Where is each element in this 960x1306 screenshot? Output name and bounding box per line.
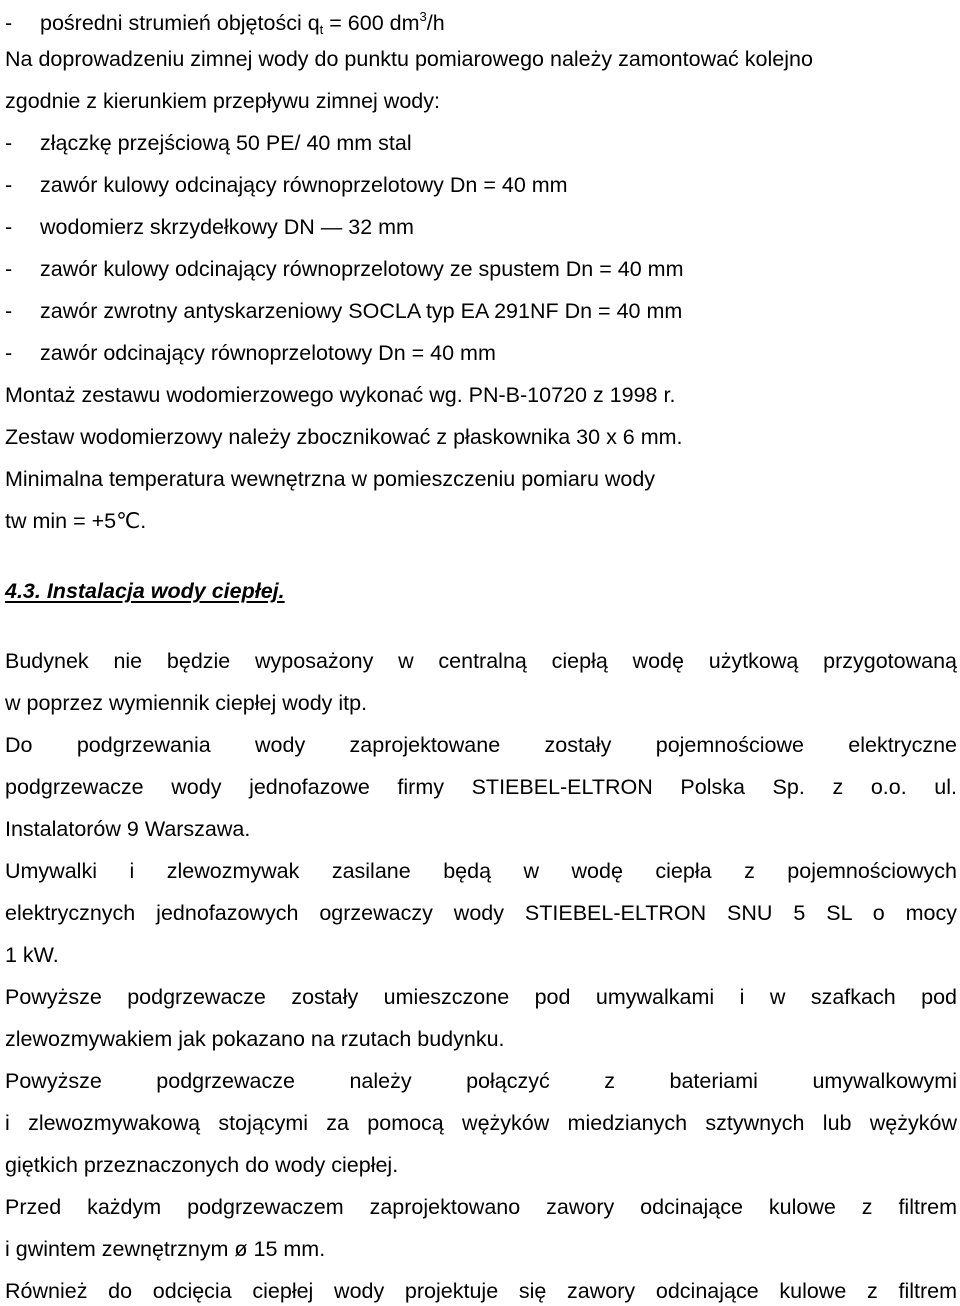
body-line: elektrycznych jednofazowych ogrzewaczy wody STIEBEL-ELTRON SNU 5 SL o mocy	[5, 901, 957, 925]
list-item-text: wodomierz skrzydełkowy DN — 32 mm	[40, 215, 414, 239]
flow-rate-line	[5, 2, 957, 45]
body-line: Budynek nie będzie wyposażony w centralną ciepłą wodę użytkową przygotowaną	[5, 649, 957, 673]
list-dash: -	[5, 131, 13, 155]
list-dash: -	[5, 257, 13, 281]
list-item	[5, 212, 957, 242]
list-dash: -	[5, 299, 13, 323]
list-item-text: zawór kulowy odcinający równoprzelotowy Dn = 40 mm	[40, 173, 568, 197]
body-line: Powyższe podgrzewacze należy połączyć z bateriami umywalkowymi	[5, 1069, 957, 1093]
flow-rate-superscript: 3	[419, 9, 427, 24]
note-line: Minimalna temperatura wewnętrzna w pomieszczeniu pomiaru wody	[5, 467, 656, 491]
body-line: Instalatorów 9 Warszawa.	[5, 817, 251, 841]
flow-rate-unit-suffix: /h	[426, 11, 445, 35]
body-line: i gwintem zewnętrznym ø 15 mm.	[5, 1237, 326, 1261]
body-line: Przed każdym podgrzewaczem zaprojektowano zawory odcinające kulowe z filtrem	[5, 1195, 957, 1219]
intro-line: zgodnie z kierunkiem przepływu zimnej wody:	[5, 89, 440, 113]
list-item	[5, 128, 957, 158]
flow-rate-text: pośredni strumień objętości q	[40, 11, 320, 35]
note-line: Zestaw wodomierzowy należy zbocznikować z płaskownika 30 x 6 mm.	[5, 425, 683, 449]
intro-line: Na doprowadzeniu zimnej wody do punktu pomiarowego należy zamontować kolejno	[5, 47, 813, 71]
section-heading: 4.3. Instalacja wody ciepłej.	[5, 579, 285, 603]
list-dash: -	[5, 341, 13, 365]
list-dash: -	[5, 173, 13, 197]
list-item	[5, 338, 957, 368]
body-line: Do podgrzewania wody zaprojektowane zostały pojemnościowe elektryczne	[5, 733, 957, 757]
list-item	[5, 170, 957, 200]
body-line: Umywalki i zlewozmywak zasilane będą w wodę ciepła z pojemnościowych	[5, 859, 957, 883]
body-line: zlewozmywakiem jak pokazano na rzutach budynku.	[5, 1027, 505, 1051]
body-line: giętkich przeznaczonych do wody ciepłej.	[5, 1153, 399, 1177]
list-item-text: zawór zwrotny antyskarzeniowy SOCLA typ EA 291NF Dn = 40 mm	[40, 299, 683, 323]
list-dash: -	[5, 215, 13, 239]
body-line: 1 kW.	[5, 943, 59, 967]
list-item	[5, 254, 957, 284]
note-line: Montaż zestawu wodomierzowego wykonać wg. PN-B-10720 z 1998 r.	[5, 383, 676, 407]
list-item-text: zawór odcinający równoprzelotowy Dn = 40 mm	[40, 341, 496, 365]
body-line: Również do odcięcia ciepłej wody projektuje się zawory odcinające kulowe z filtrem	[5, 1279, 957, 1303]
body-line: Powyższe podgrzewacze zostały umieszczone pod umywalkami i w szafkach pod	[5, 985, 957, 1009]
list-item-text: zawór kulowy odcinający równoprzelotowy ze spustem Dn = 40 mm	[40, 257, 684, 281]
body-line: w poprzez wymiennik ciepłej wody itp.	[5, 691, 368, 715]
flow-rate-value: = 600 dm	[323, 11, 420, 35]
note-line: tw min = +5℃.	[5, 509, 147, 533]
body-line: i zlewozmywakową stojącymi za pomocą wężyków miedzianych sztywnych lub wężyków	[5, 1111, 957, 1135]
list-item	[5, 296, 957, 326]
flow-rate-subscript: t	[319, 22, 324, 37]
body-line: podgrzewacze wody jednofazowe firmy STIEBEL-ELTRON Polska Sp. z o.o. ul.	[5, 775, 957, 799]
list-dash: -	[5, 11, 13, 35]
list-item-text: złączkę przejściową 50 PE/ 40 mm stal	[40, 131, 412, 155]
